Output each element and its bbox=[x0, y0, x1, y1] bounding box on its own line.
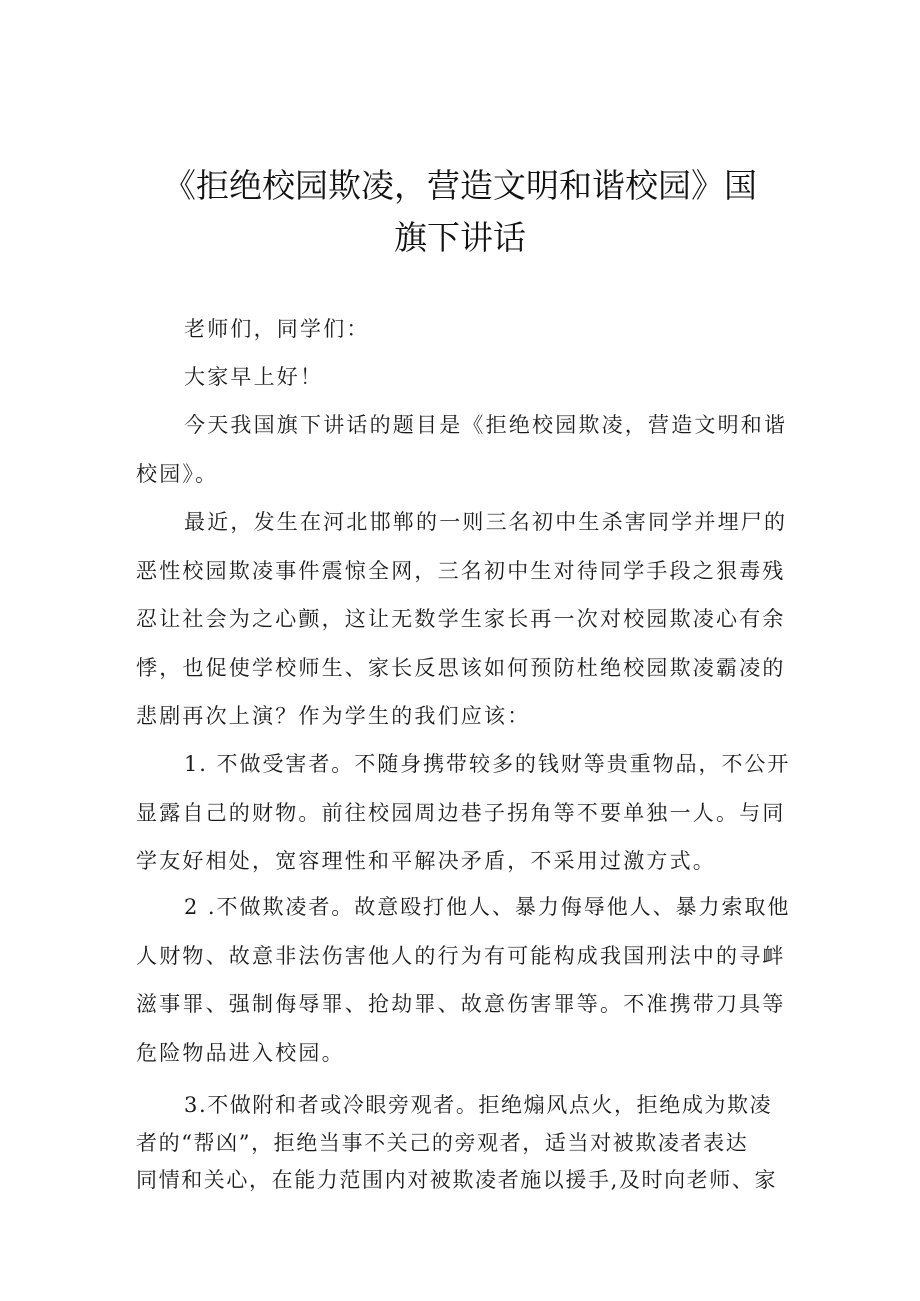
point-2-paragraph bbox=[136, 883, 790, 1077]
point-3-paragraph bbox=[136, 1087, 790, 1200]
paragraph-line: 者的“帮凶”，拒绝当事不关己的旁观者，适当对被欺凌者表达 bbox=[136, 1130, 749, 1155]
paragraph-line: 显露自己的财物。前往校园周边巷子拐角等不要单独一人。与同 bbox=[136, 800, 786, 825]
topic-paragraph bbox=[136, 401, 790, 498]
paragraph-line: 忍让社会为之心颤，这让无数学生家长再一次对校园欺凌心有余 bbox=[136, 607, 786, 631]
paragraph-line: 滋事罪、强制侮辱罪、抢劫罪、故意伤害罪等。不准携带刀具等 bbox=[136, 992, 786, 1016]
paragraph-line: 人财物、故意非法伤害他人的行为有可能构成我国刑法中的寻衅 bbox=[136, 943, 786, 968]
paragraph-line: 今天我国旗下讲话的题目是《拒绝校园欺凌，营造文明和谐 bbox=[184, 413, 788, 437]
paragraph-line: 悸，也促使学校师生、家长反思该如何预防杜绝校园欺凌霸凌的 bbox=[136, 655, 786, 680]
paragraph-line: 同情和关心，在能力范围内对被欺凌者施以援手,及时向老师、家 bbox=[136, 1168, 778, 1192]
paragraph-line: 学友好相处，宽容理性和平解决矛盾，不采用过激方式。 bbox=[136, 849, 716, 873]
point-1-paragraph bbox=[136, 740, 790, 886]
paragraph-line: 1. 不做受害者。不随身携带较多的钱财等贵重物品，不公开 bbox=[184, 752, 791, 776]
paragraph-line: 危险物品进入校园。 bbox=[136, 1040, 345, 1065]
title-line-1: 《拒绝校园欺凌，营造文明和谐校园》国 bbox=[163, 166, 757, 205]
greeting-paragraph bbox=[136, 305, 790, 354]
paragraph-line: 老师们，同学们： bbox=[184, 317, 370, 341]
paragraph-line: 大家早上好！ bbox=[184, 365, 324, 389]
paragraph-line: 3.不做附和者或冷眼旁观者。拒绝煽风点火，拒绝成为欺凌 bbox=[184, 1093, 773, 1117]
document-title bbox=[130, 160, 790, 264]
paragraph-line: 悲剧再次上演？作为学生的我们应该： bbox=[136, 704, 531, 728]
salutation-paragraph bbox=[136, 353, 790, 402]
incident-paragraph bbox=[136, 498, 790, 741]
paragraph-line: 最近，发生在河北邯郸的一则三名初中生杀害同学并埋尸的 bbox=[184, 510, 788, 534]
paragraph-line: 2 .不做欺凌者。故意殴打他人、暴力侮辱他人、暴力索取他 bbox=[184, 895, 791, 919]
paragraph-line: 校园》。 bbox=[136, 461, 219, 486]
title-line-2: 旗下讲话 bbox=[394, 218, 526, 257]
paragraph-line: 恶性校园欺凌事件震惊全网，三名初中生对待同学手段之狠毒残 bbox=[136, 558, 786, 583]
